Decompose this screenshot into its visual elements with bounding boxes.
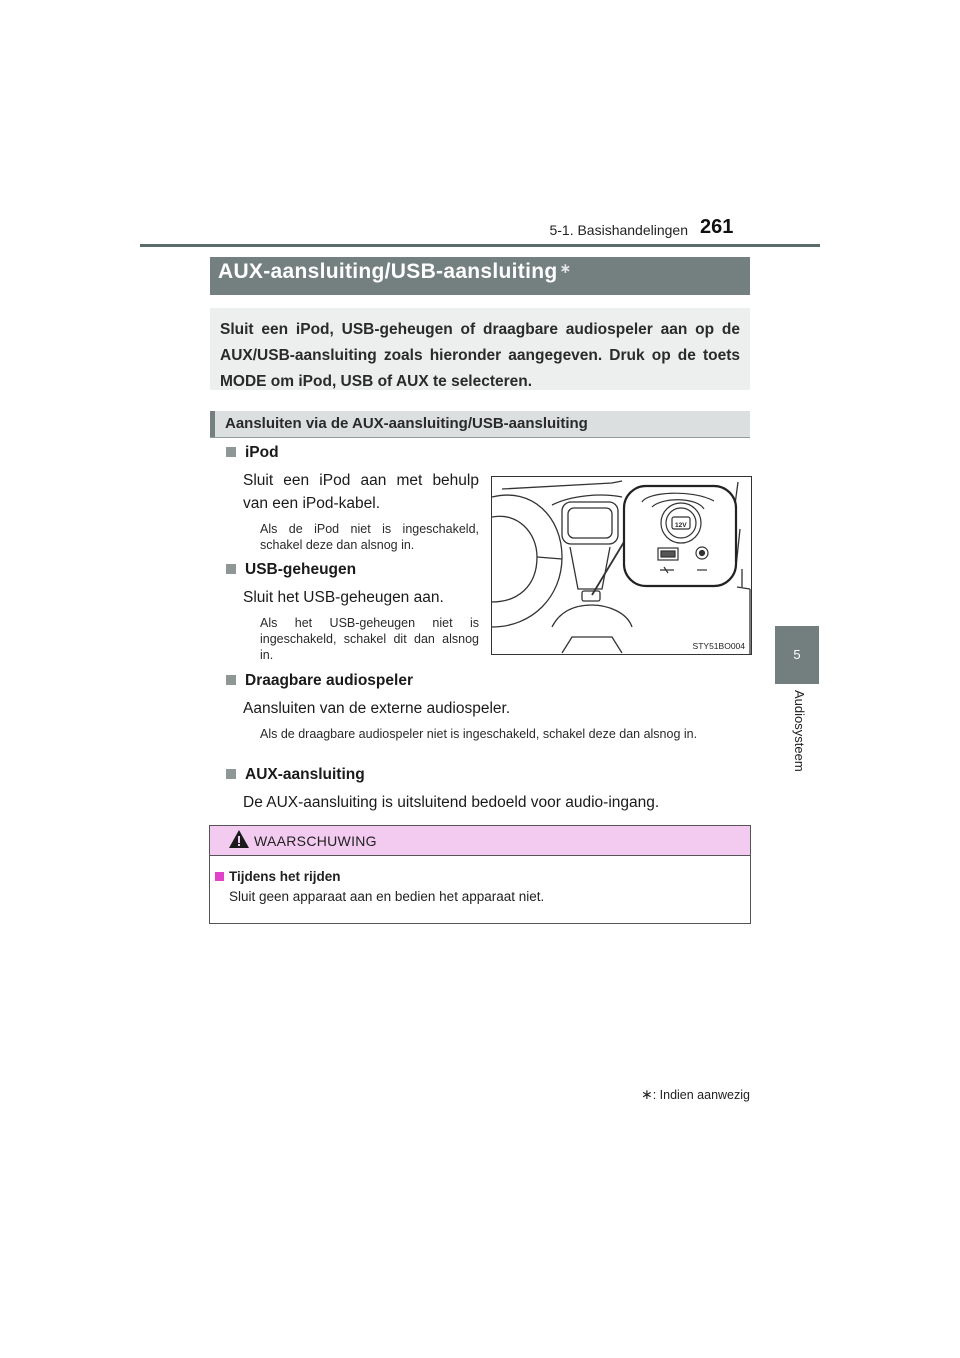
subheading-accent bbox=[210, 411, 215, 437]
subheading-bar bbox=[210, 411, 750, 438]
footnote-marker: ∗ bbox=[640, 1086, 653, 1102]
square-bullet-icon bbox=[226, 447, 236, 457]
page-number: 261 bbox=[700, 216, 734, 238]
usb-aux-port-illustration bbox=[491, 476, 752, 655]
item-heading-ipod: iPod bbox=[226, 444, 279, 462]
square-bullet-icon bbox=[226, 675, 236, 685]
item-heading-aux: AUX-aansluiting bbox=[226, 766, 365, 784]
warning-body: Sluit geen apparaat aan en bedien het apparaat niet. bbox=[229, 889, 545, 904]
item-body-portable-player: Aansluiten van de externe audiospeler. bbox=[243, 700, 511, 717]
item-heading-usb: USB-geheugen bbox=[226, 561, 356, 579]
footnote bbox=[600, 1086, 750, 1103]
square-bullet-icon bbox=[226, 769, 236, 779]
square-bullet-icon bbox=[226, 564, 236, 574]
warning-header bbox=[210, 826, 750, 856]
item-note-ipod: Als de iPod niet is ingeschakeld, schakel deze dan alsnog in. bbox=[260, 522, 479, 552]
socket-12v-label: 12V bbox=[675, 522, 687, 529]
zoom-callout bbox=[624, 486, 736, 586]
dashboard-drawing bbox=[492, 477, 751, 654]
chapter-tab-label: Audiosysteem bbox=[792, 690, 807, 772]
item-body-aux: De AUX-aansluiting is uitsluitend bedoeld voor audio-ingang. bbox=[243, 794, 660, 811]
warning-heading: WAARSCHUWING bbox=[254, 833, 377, 849]
footnote-text: : Indien aanwezig bbox=[652, 1088, 750, 1102]
item-heading-portable-player: Draagbare audiospeler bbox=[226, 672, 413, 690]
intro-text: Sluit een iPod, USB-geheugen of draagbare audiospeler aan op de AUX/USB-aansluiting zoals hieronder aangegeven. Druk op de toets MODE om iPod, USB of AUX te selecteren. bbox=[220, 321, 740, 390]
chapter-tab-number: 5 bbox=[775, 626, 819, 684]
item-body-ipod: Sluit een iPod aan met behulp van een iPod-kabel. bbox=[243, 472, 479, 512]
header-rule bbox=[140, 244, 820, 247]
warning-triangle-icon bbox=[228, 829, 250, 849]
section-title-bar bbox=[210, 257, 750, 295]
intro-box bbox=[210, 308, 750, 390]
item-body-usb: Sluit het USB-geheugen aan. bbox=[243, 589, 444, 606]
warning-box bbox=[209, 825, 751, 924]
item-note-portable-player: Als de draagbare audiospeler niet is ingeschakeld, schakel deze dan alsnog in. bbox=[260, 727, 698, 741]
item-note-usb: Als het USB-geheugen niet is ingeschakeld, schakel dit dan alsnog in. bbox=[260, 616, 479, 662]
section-title: AUX-aansluiting/USB-aansluiting ∗ bbox=[218, 260, 572, 283]
warning-subheading: Tijdens het rijden bbox=[215, 869, 341, 884]
optional-marker: ∗ bbox=[559, 260, 572, 276]
figure-code: STY51BO004 bbox=[692, 641, 745, 651]
square-bullet-icon bbox=[215, 872, 224, 881]
subheading-text: Aansluiten via de AUX-aansluiting/USB-aansluiting bbox=[225, 415, 588, 432]
running-header-section: 5-1. Basishandelingen bbox=[549, 222, 688, 238]
